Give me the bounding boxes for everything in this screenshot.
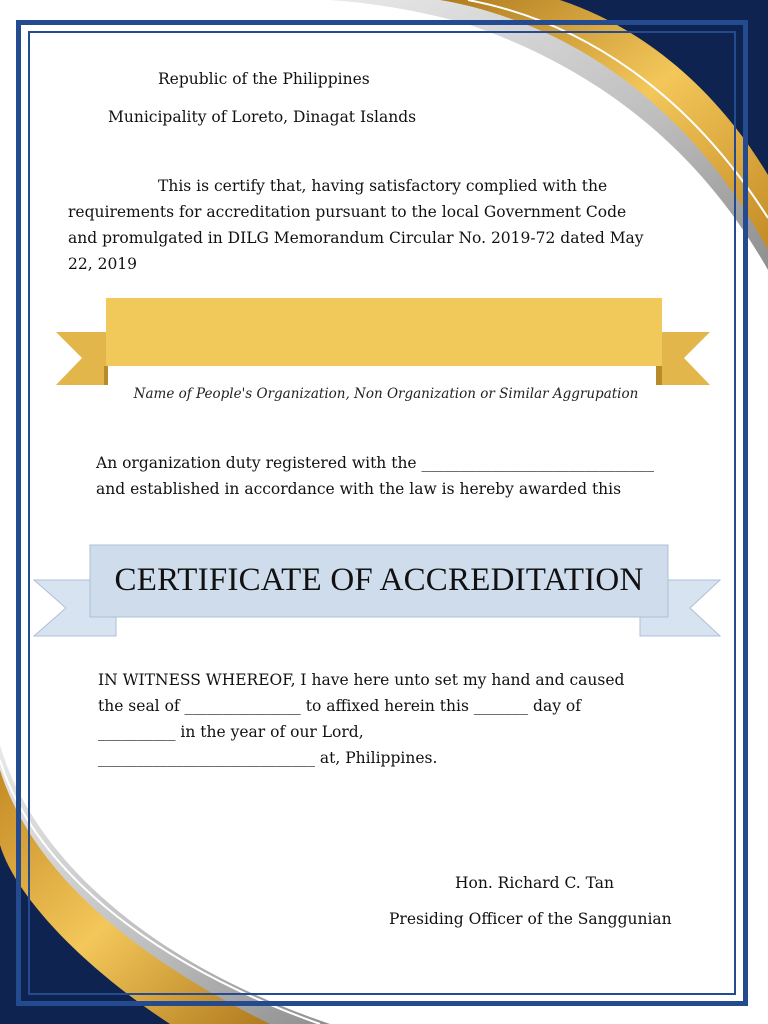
signatory-name: Hon. Richard C. Tan xyxy=(455,874,614,892)
registration-line: and established in accordance with the law is hereby awarded this xyxy=(96,480,622,498)
certificate-title: CERTIFICATE OF ACCREDITATION xyxy=(114,562,644,598)
intro-line: This is certify that, having satisfactory complied with the xyxy=(158,177,608,195)
witness-line: ____________________________ at, Philippines. xyxy=(98,749,438,767)
witness-line: __________ in the year of our Lord, xyxy=(98,723,364,741)
header-republic: Republic of the Philippines xyxy=(158,70,370,88)
header-municipality: Municipality of Loreto, Dinagat Islands xyxy=(108,108,417,126)
intro-line: 22, 2019 xyxy=(68,255,138,273)
intro-line: and promulgated in DILG Memorandum Circular No. 2019-72 dated May xyxy=(68,229,644,247)
witness-line: the seal of _______________ to affixed herein this _______ day of xyxy=(98,697,581,715)
organization-name-caption: Name of People's Organization, Non Organization or Similar Aggrupation xyxy=(133,386,639,402)
registration-line: An organization duty registered with the ______________________________ xyxy=(96,454,655,472)
witness-paragraph xyxy=(98,667,624,771)
witness-line: IN WITNESS WHEREOF, I have here unto set my hand and caused xyxy=(98,671,625,689)
intro-line: requirements for accreditation pursuant to the local Government Code xyxy=(68,203,627,221)
signatory-title: Presiding Officer of the Sanggunian xyxy=(389,910,672,928)
